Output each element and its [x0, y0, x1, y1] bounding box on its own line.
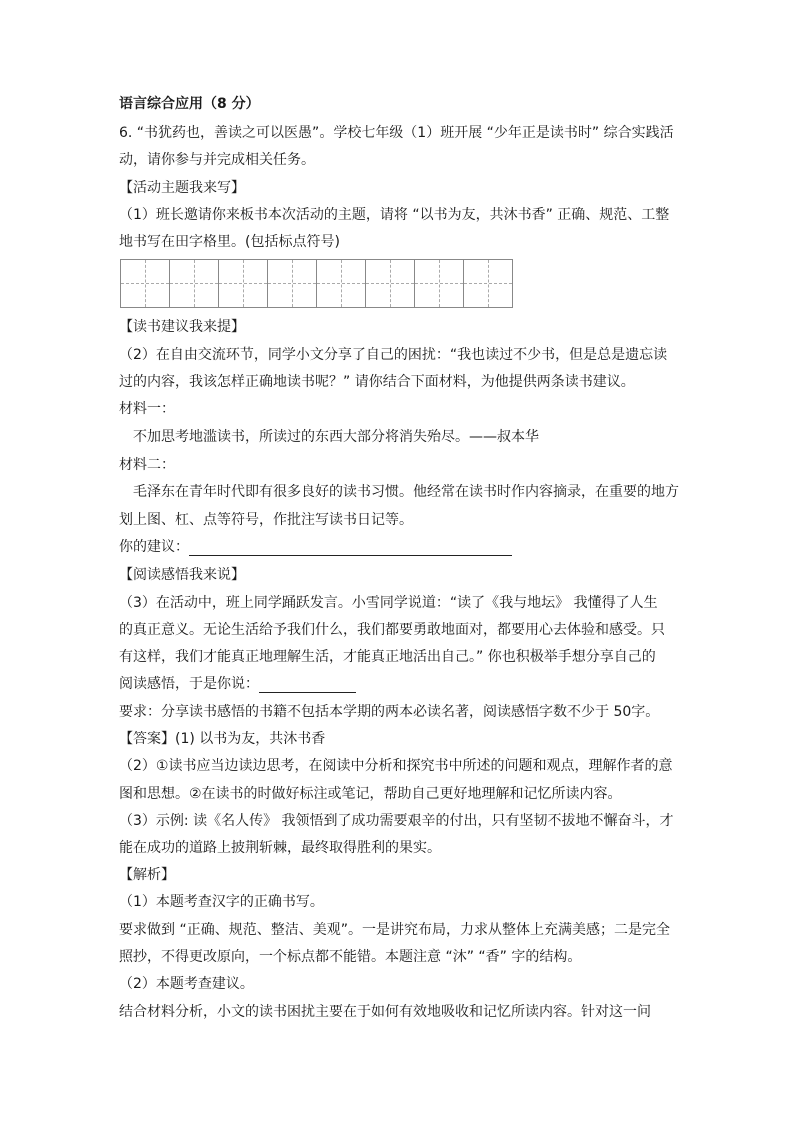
tianzige-cell[interactable]: [415, 259, 464, 308]
task3-line-2: 的真正意义。无论生活给予我们什么，我们都要勇敢地面对，都要用心去体验和感受。只: [119, 622, 665, 638]
answer-line-1: 【答案】(1) 以书为友，共沐书香: [119, 731, 326, 747]
task3-line-1: （3）在活动中，班上同学踊跃发言。小雪同学说道：“读了《我与地坛》 我懂得了人生: [119, 595, 658, 611]
answer-line-5: 能在成功的道路上披荆斩棘，最终取得胜利的果实。: [119, 840, 441, 856]
tianzige-grid: [120, 259, 513, 308]
task1-line-2: 地书写在田字格里。(包括标点符号): [119, 234, 340, 250]
analysis-line-2: 要求做到 “正确、规范、整洁、美观”。一是讲究布局，力求从整体上充满美感；二是完全: [119, 922, 670, 938]
task3-line-3: 有这样，我们才能真正地理解生活，才能真正地活出自己。” 你也积极举手想分享自己的: [119, 649, 656, 665]
material2-line-1: 毛泽东在青年时代即有很多良好的读书习惯。他经常在读书时作内容摘录，在重要的地方: [133, 484, 679, 500]
task1-line-1: （1）班长邀请你来板书本次活动的主题，请将 “以书为友，共沐书香” 正确、规范、工整: [119, 207, 670, 223]
task2-line-1: （2）在自由交流环节，同学小文分享了自己的困扰：“我也读过不少书，但是总是遗忘读: [119, 347, 668, 363]
analysis-line-3: 照抄，不得更改原向，一个标点都不能错。本题注意 “沐” “香” 字的结构。: [119, 949, 582, 965]
tianzige-cell[interactable]: [121, 259, 170, 308]
suggestion-blank[interactable]: [189, 541, 512, 556]
section-title: 语言综合应用（8 分）: [119, 96, 260, 112]
feeling-blank[interactable]: [259, 678, 356, 693]
answer-line-2: （2）①读书应当边读边思考，在阅读中分析和探究书中所述的问题和观点，理解作者的意: [119, 758, 673, 774]
answer-line-3: 图和思想。②在读书的时做好标注或笔记，帮助自己更好地理解和记忆所读内容。: [119, 786, 622, 802]
question-line-1: 6. “书犹药也，善读之可以医愚”。学校七年级（1）班开展 “少年正是读书时” 综合实践活: [119, 125, 674, 141]
material1-text: 不加思考地滥读书，所读过的东西大部分将消失殆尽。——叔本华: [133, 429, 539, 445]
task2-heading: 【读书建议我来提】: [119, 319, 245, 335]
analysis-line-4: （2）本题考查建议。: [119, 976, 254, 992]
material2-line-2: 划上图、杠、点等符号，作批注写读书日记等。: [119, 512, 413, 528]
question-line-2: 动，请你参与并完成相关任务。: [119, 152, 315, 168]
task3-line-4: 阅读感悟，于是你说：: [119, 676, 259, 692]
tianzige-cell[interactable]: [366, 259, 415, 308]
task3-requirement: 要求：分享读书感悟的书籍不包括本学期的两本必读名著，阅读感悟字数不少于 50字。: [119, 704, 660, 720]
task2-line-2: 过的内容，我该怎样正确地读书呢？” 请你结合下面材料，为他提供两条读书建议。: [119, 374, 635, 390]
task3-heading: 【阅读感悟我来说】: [119, 567, 245, 583]
answer-line-4: （3）示例: 读《名人传》 我领悟到了成功需要艰辛的付出，只有坚韧不拔地不懈奋斗，才: [119, 813, 674, 829]
tianzige-cell[interactable]: [170, 259, 219, 308]
suggestion-label: 你的建议：: [119, 539, 189, 555]
task3-line-4-row: [119, 675, 356, 693]
suggestion-row: [119, 538, 512, 556]
analysis-line-1: （1）本题考查汉字的正确书写。: [119, 894, 324, 910]
task1-heading: 【活动主题我来写】: [119, 180, 245, 196]
tianzige-cell[interactable]: [317, 259, 366, 308]
material2-label: 材料二：: [119, 457, 175, 473]
analysis-heading: 【解析】: [119, 867, 175, 883]
analysis-line-5: 结合材料分析，小文的读书困扰主要在于如何有效地吸收和记忆所读内容。针对这一问: [119, 1004, 651, 1020]
tianzige-cell[interactable]: [219, 259, 268, 308]
tianzige-cell[interactable]: [464, 259, 513, 308]
tianzige-cell[interactable]: [268, 259, 317, 308]
material1-label: 材料一：: [119, 401, 175, 417]
